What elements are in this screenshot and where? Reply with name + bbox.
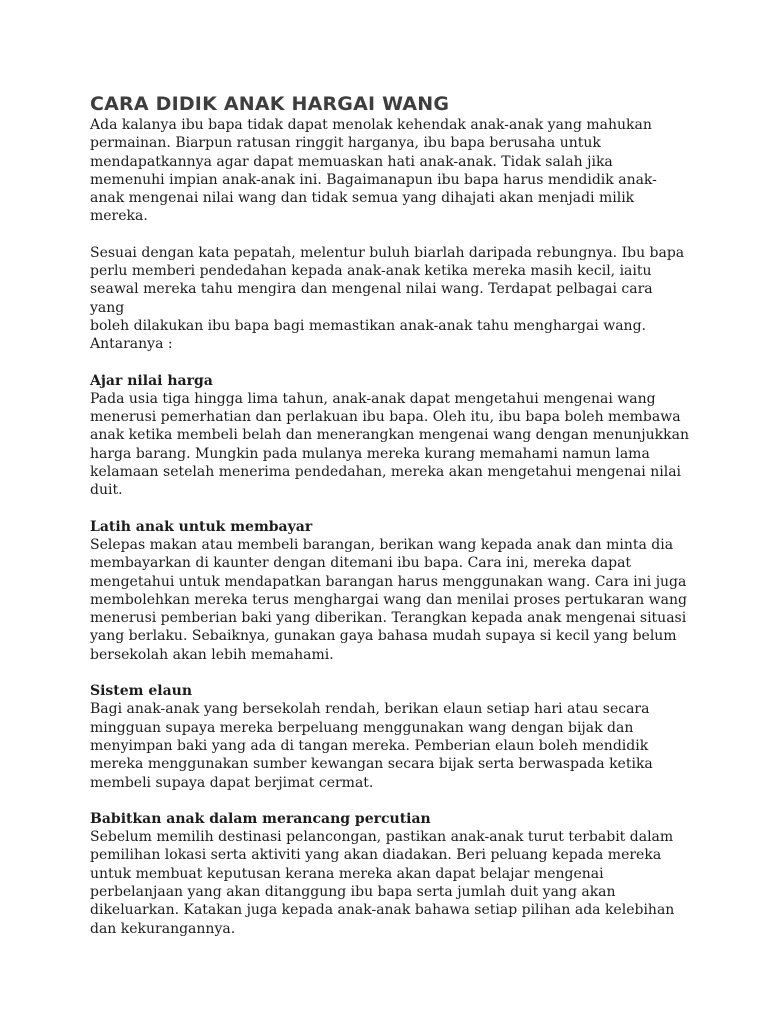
document-page xyxy=(90,92,690,938)
section-heading-sistem-elaun: Sistem elaun xyxy=(90,683,193,700)
section-body-ajar-nilai-harga: Pada usia tiga hingga lima tahun, anak-anak dapat mengetahui mengenai wang menerusi pemerhatian dan perlakuan ibu bapa. Oleh itu, ibu bapa boleh membawa anak ketika membeli belah dan menerangkan mengenai wang dengan menunjukkan harga barang. Mungkin pada mulanya mereka kurang memahami namun lama kelamaan setelah menerima pendedahan, mereka akan mengetahui mengenai nilai duit. xyxy=(90,390,689,499)
section-body-percutian: Sebelum memilih destinasi pelancongan, pastikan anak-anak turut terbabit dalam pemilihan lokasi serta aktiviti yang akan diadakan. Beri peluang kepada mereka untuk membuat keputusan kerana mereka akan dapat belajar mengenai perbelanjaan yang akan ditanggung ibu bapa serta jumlah duit yang akan dikeluarkan. Katakan juga kepada anak-anak bahawa setiap pilihan ada kelebihan dan kekurangannya. xyxy=(90,829,675,937)
paragraph-gap xyxy=(90,226,690,244)
paragraph-gap xyxy=(90,500,690,518)
section-body-latih-anak: Selepas makan atau membeli barangan, berikan wang kepada anak dan minta dia membayarkan di kaunter dengan ditemani ibu bapa. Cara ini, mereka dapat mengetahui untuk mendapatkan barangan harus menggunakan wang. Cara ini juga membolehkan mereka terus menghargai wang dan menilai proses pertukaran wang menerusi pemberian baki yang diberikan. Terangkan kepada anak mengenai situasi yang berlaku. Sebaiknya, gunakan gaya bahasa mudah supaya si kecil yang belum bersekolah akan lebih memahami. xyxy=(90,536,687,663)
section-body-sistem-elaun: Bagi anak-anak yang bersekolah rendah, berikan elaun setiap hari atau secara mingguan supaya mereka berpeluang menggunakan wang dengan bijak dan menyimpan baki yang ada di tangan mereka. Pemberian elaun boleh mendidik mereka menggunakan sumber kewangan secara bijak serta berwaspada ketika membeli supaya dapat berjimat cermat. xyxy=(90,701,653,791)
intro-paragraph-1: Ada kalanya ibu bapa tidak dapat menolak kehendak anak-anak yang mahukan permainan. Biarpun ratusan ringgit harganya, ibu bapa berusaha untuk mendapatkannya agar dapat memuaskan hati anak-anak. Tidak salah jika memenuhi impian anak-anak ini. Bagaimanapun ibu bapa harus mendidik anak- anak mengenai nilai wang dan tidak semua yang dihajati akan menjadi milik mereka. xyxy=(90,117,657,225)
paragraph-gap xyxy=(90,664,690,682)
paragraph-gap xyxy=(90,354,690,372)
section-heading-percutian: Babitkan anak dalam merancang percutian xyxy=(90,810,431,827)
intro-paragraph-2: Sesuai dengan kata pepatah, melentur buluh biarlah daripada rebungnya. Ibu bapa perlu memberi pendedahan kepada anak-anak ketika mereka masih kecil, iaitu seawal mereka tahu mengira dan mengenal nilai wang. Terdapat pelbagai cara yang boleh dilakukan ibu bapa bagi memastikan anak-anak tahu menghargai wang. Antaranya : xyxy=(90,244,685,353)
paragraph-gap xyxy=(90,792,690,810)
section-heading-latih-anak: Latih anak untuk membayar xyxy=(90,518,313,535)
section-heading-ajar-nilai-harga: Ajar nilai harga xyxy=(90,372,213,389)
document-title: CARA DIDIK ANAK HARGAI WANG xyxy=(90,93,450,115)
